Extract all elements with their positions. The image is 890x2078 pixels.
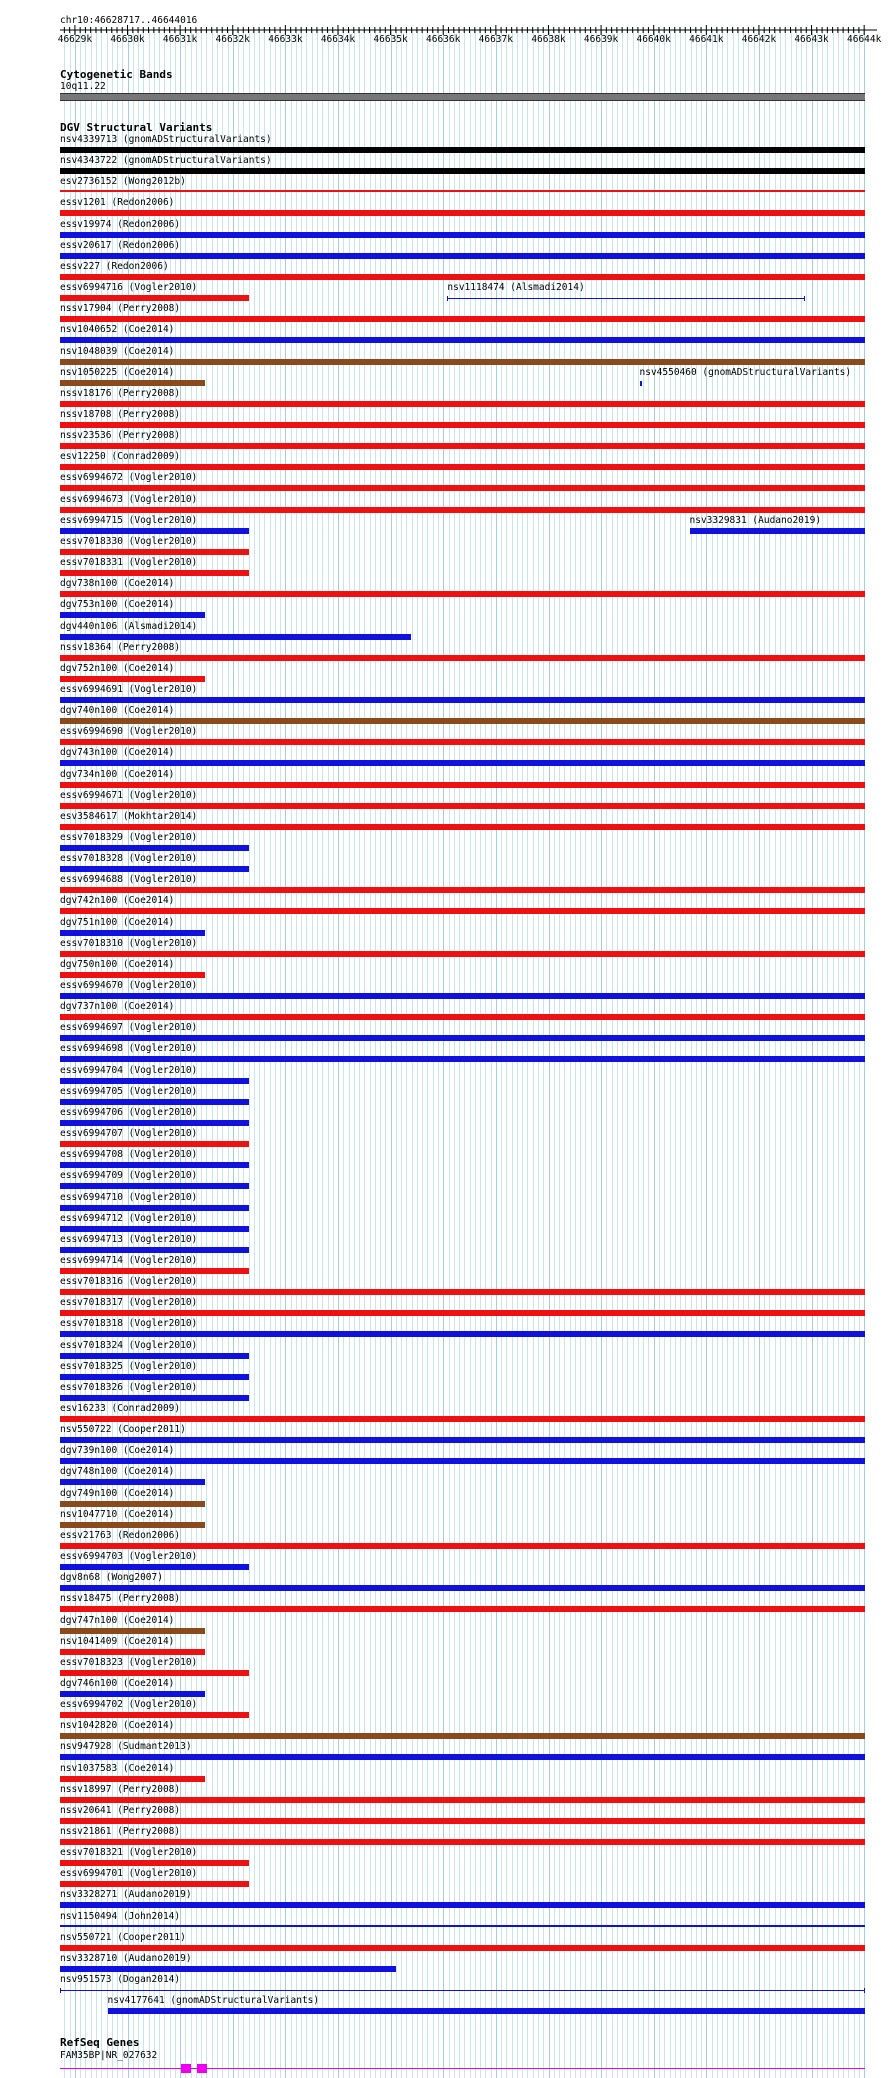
variant-bar[interactable]	[60, 1797, 865, 1803]
variant-label[interactable]: essv7018316 (Vogler2010)	[60, 1276, 198, 1288]
variant-label[interactable]: essv7018317 (Vogler2010)	[60, 1297, 198, 1309]
variant-bar[interactable]	[60, 993, 865, 999]
variant-label[interactable]: nssv18997 (Perry2008)	[60, 1783, 181, 1795]
variant-label[interactable]: nssv23536 (Perry2008)	[60, 430, 181, 442]
variant-bar[interactable]	[60, 887, 865, 893]
variant-bar[interactable]	[60, 1649, 205, 1655]
variant-label[interactable]: essv6994704 (Vogler2010)	[60, 1064, 198, 1076]
variant-bar[interactable]	[60, 1353, 249, 1359]
variant-bar[interactable]	[60, 464, 865, 470]
variant-label[interactable]: nsv1050225 (Coe2014)	[60, 366, 175, 378]
ruler-tick-label: 46638k	[531, 34, 566, 45]
variant-label[interactable]: nsv951573 (Dogan2014)	[60, 1974, 181, 1985]
ruler-tick-label: 46641k	[689, 34, 724, 45]
variant-label[interactable]: essv227 (Redon2006)	[60, 260, 169, 272]
variant-bar[interactable]	[60, 274, 865, 280]
variant-label[interactable]: nssv21861 (Perry2008)	[60, 1826, 181, 1837]
variant-bar[interactable]	[60, 422, 865, 428]
variant-label[interactable]: dgv739n100 (Coe2014)	[60, 1445, 175, 1457]
ruler-tick-label: 46642k	[741, 34, 777, 45]
variant-bar[interactable]	[60, 1458, 865, 1464]
variant-label[interactable]: nsv4550460 (gnomADStructuralVariants)	[639, 366, 852, 378]
variant-label[interactable]: esv2736152 (Wong2012b)	[60, 176, 186, 188]
variant-bar[interactable]	[60, 210, 865, 216]
variant-label[interactable]: essv6994714 (Vogler2010)	[60, 1254, 198, 1266]
variant-bar[interactable]	[60, 718, 865, 724]
ruler-tick-label: 46634k	[320, 34, 356, 45]
ruler-tick-label: 46640k	[636, 34, 671, 45]
variant-label[interactable]: essv6994690 (Vogler2010)	[60, 726, 198, 738]
variant-bar[interactable]	[60, 380, 205, 386]
variant-label[interactable]: nsv4177641 (gnomADStructuralVariants)	[107, 1995, 320, 2007]
variant-label[interactable]: essv6994716 (Vogler2010)	[60, 282, 198, 293]
ruler-tick-label: 46636k	[426, 34, 461, 45]
variant-label[interactable]: nssv17904 (Perry2008)	[60, 303, 181, 315]
variant-label[interactable]: dgv738n100 (Coe2014)	[60, 578, 175, 590]
variant-bar[interactable]	[60, 866, 249, 872]
variant-bar[interactable]	[60, 1099, 249, 1105]
variant-label[interactable]: nssv20641 (Perry2008)	[60, 1804, 181, 1816]
variant-label[interactable]: essv20617 (Redon2006)	[60, 239, 181, 251]
variant-label[interactable]: dgv734n100 (Coe2014)	[60, 768, 175, 780]
variant-bar[interactable]	[60, 1120, 249, 1126]
variant-label[interactable]: essv6994708 (Vogler2010)	[60, 1149, 198, 1161]
ruler-tick-label: 46643k	[794, 34, 829, 45]
variant-bar[interactable]	[60, 1754, 865, 1760]
coords-label: chr10:46628717..46644016	[60, 15, 198, 26]
variant-bar[interactable]	[60, 1585, 865, 1591]
variant-label[interactable]: essv7018318 (Vogler2010)	[60, 1318, 198, 1330]
variant-bar[interactable]	[60, 1839, 865, 1845]
variant-label[interactable]: essv7018323 (Vogler2010)	[60, 1656, 198, 1668]
variant-label[interactable]: dgv740n100 (Coe2014)	[60, 705, 175, 716]
variant-label[interactable]: nsv3328710 (Audano2019)	[60, 1952, 192, 1964]
variant-label[interactable]: essv7018328 (Vogler2010)	[60, 853, 198, 865]
variant-bar[interactable]	[60, 824, 865, 830]
variant-bar[interactable]	[60, 147, 865, 153]
variant-bar[interactable]	[60, 908, 865, 914]
variant-label[interactable]: dgv743n100 (Coe2014)	[60, 747, 175, 759]
variant-label[interactable]: nsv3328271 (Audano2019)	[60, 1889, 192, 1901]
variant-label[interactable]: essv6994698 (Vogler2010)	[60, 1043, 198, 1055]
variant-bar[interactable]	[60, 295, 249, 301]
cytoband-track-title: Cytogenetic Bands	[60, 68, 173, 81]
ruler-tick-label: 46644k	[847, 34, 882, 45]
variant-label[interactable]: nssv18364 (Perry2008)	[60, 641, 181, 653]
variant-label[interactable]: esv3584617 (Mokhtar2014)	[60, 810, 198, 822]
variant-label[interactable]: nssv18176 (Perry2008)	[60, 387, 181, 399]
dgv-track-title: DGV Structural Variants	[60, 121, 213, 134]
variant-bar[interactable]	[60, 1056, 865, 1062]
variant-bar[interactable]	[60, 1183, 249, 1189]
gene-exon[interactable]	[197, 2064, 207, 2073]
variant-label[interactable]: essv6994707 (Vogler2010)	[60, 1128, 198, 1139]
variant-label[interactable]: essv6994703 (Vogler2010)	[60, 1551, 198, 1562]
variant-bar[interactable]	[60, 507, 865, 513]
variant-label[interactable]: essv6994706 (Vogler2010)	[60, 1106, 198, 1118]
variant-label[interactable]: dgv747n100 (Coe2014)	[60, 1614, 175, 1626]
variant-bar[interactable]	[60, 1522, 205, 1528]
variant-bar[interactable]	[60, 1628, 205, 1634]
variant-label[interactable]: essv19974 (Redon2006)	[60, 218, 181, 230]
variant-label[interactable]: essv6994670 (Vogler2010)	[60, 980, 198, 991]
variant-label[interactable]: dgv440n106 (Alsmadi2014)	[60, 620, 198, 632]
variant-label[interactable]: nsv1048039 (Coe2014)	[60, 345, 175, 357]
ruler-tick-label: 46632k	[215, 34, 250, 45]
variant-bar[interactable]	[60, 1289, 865, 1295]
variant-label[interactable]: essv21763 (Redon2006)	[60, 1529, 181, 1541]
variant-label[interactable]: dgv748n100 (Coe2014)	[60, 1466, 175, 1478]
variant-bar[interactable]	[60, 1733, 865, 1739]
variant-label[interactable]: dgv750n100 (Coe2014)	[60, 958, 175, 970]
variant-bar[interactable]	[60, 1988, 865, 1993]
cytoband-bar[interactable]	[60, 93, 865, 101]
gene-exon[interactable]	[181, 2064, 191, 2073]
refseq-track-title: RefSeq Genes	[60, 2036, 140, 2049]
variant-bar[interactable]	[60, 930, 205, 936]
variant-bar[interactable]	[60, 634, 411, 640]
ruler-tick-label: 46637k	[478, 34, 513, 45]
variant-bar[interactable]	[60, 1479, 205, 1485]
variant-label[interactable]: dgv746n100 (Coe2014)	[60, 1677, 175, 1689]
variant-bar[interactable]	[60, 1331, 865, 1337]
variant-bar[interactable]	[60, 337, 865, 343]
variant-label[interactable]: nsv1118474 (Alsmadi2014)	[447, 282, 585, 293]
variant-bar[interactable]	[60, 316, 865, 322]
variant-bar[interactable]	[60, 1078, 249, 1084]
variant-label[interactable]: essv6994710 (Vogler2010)	[60, 1191, 198, 1203]
variant-label[interactable]: essv6994705 (Vogler2010)	[60, 1085, 198, 1097]
variant-label[interactable]: essv7018325 (Vogler2010)	[60, 1360, 198, 1372]
variant-bar[interactable]	[60, 1881, 249, 1887]
variant-bar[interactable]	[60, 1226, 249, 1232]
ruler-tick-label: 46633k	[268, 34, 303, 45]
variant-label[interactable]: essv6994715 (Vogler2010)	[60, 514, 198, 526]
ruler-tick-label: 46639k	[583, 34, 619, 45]
variant-bar[interactable]	[60, 1501, 205, 1507]
variant-label[interactable]: esv12250 (Conrad2009)	[60, 451, 181, 463]
variant-bar[interactable]	[108, 2008, 866, 2014]
variant-bar[interactable]	[60, 1310, 865, 1316]
variant-bar[interactable]	[60, 1162, 249, 1168]
variant-bar[interactable]	[60, 803, 865, 809]
ruler-tick-label: 46631k	[162, 34, 198, 45]
variant-bar[interactable]	[60, 760, 865, 766]
variant-bar[interactable]	[60, 1564, 249, 1570]
variant-bar[interactable]	[60, 1712, 249, 1718]
variant-bar[interactable]	[60, 1606, 865, 1612]
variant-label[interactable]: essv6994672 (Vogler2010)	[60, 472, 198, 484]
ruler-tick-label: 46630k	[110, 34, 145, 45]
variant-label[interactable]: essv7018321 (Vogler2010)	[60, 1847, 198, 1859]
variant-bar[interactable]	[60, 1416, 865, 1422]
variant-bar[interactable]	[60, 782, 865, 788]
variant-label[interactable]: dgv749n100 (Coe2014)	[60, 1487, 175, 1499]
variant-bar[interactable]	[60, 528, 249, 534]
variant-bar[interactable]	[60, 1014, 865, 1020]
variant-bar[interactable]	[60, 1141, 249, 1147]
variant-bar[interactable]	[60, 549, 249, 555]
variant-bar[interactable]	[60, 1035, 865, 1041]
variant-bar[interactable]	[60, 1818, 865, 1824]
variant-bar[interactable]	[60, 1437, 865, 1443]
variant-bar[interactable]	[60, 401, 865, 407]
variant-bar[interactable]	[60, 951, 865, 957]
variant-label[interactable]: essv7018326 (Vogler2010)	[60, 1381, 198, 1393]
variant-label[interactable]: essv7018310 (Vogler2010)	[60, 937, 198, 949]
variant-label[interactable]: essv7018331 (Vogler2010)	[60, 557, 198, 568]
variant-bar[interactable]	[60, 570, 249, 576]
variant-label[interactable]: dgv752n100 (Coe2014)	[60, 662, 175, 674]
variant-label[interactable]: dgv753n100 (Coe2014)	[60, 599, 175, 611]
variant-label[interactable]: nsv947928 (Sudmant2013)	[60, 1741, 192, 1753]
variant-label[interactable]: nssv18708 (Perry2008)	[60, 408, 181, 420]
variant-bar[interactable]	[690, 528, 866, 534]
variant-bar[interactable]	[447, 296, 805, 301]
variant-bar[interactable]	[60, 1247, 249, 1253]
variant-label[interactable]: essv1201 (Redon2006)	[60, 197, 175, 209]
variant-bar[interactable]	[60, 845, 249, 851]
variant-label[interactable]: essv7018324 (Vogler2010)	[60, 1339, 198, 1351]
variant-bar[interactable]	[60, 1395, 249, 1401]
variant-bar[interactable]	[60, 168, 865, 174]
variant-bar[interactable]	[60, 253, 865, 259]
variant-label[interactable]: essv7018329 (Vogler2010)	[60, 831, 198, 843]
variant-bar[interactable]	[60, 359, 865, 365]
variant-bar[interactable]	[60, 697, 865, 703]
variant-bar[interactable]	[60, 739, 865, 745]
variant-bar[interactable]	[60, 676, 205, 682]
refseq-gene-label[interactable]: FAM35BP|NR_027632	[60, 2050, 158, 2061]
variant-label[interactable]: dgv737n100 (Coe2014)	[60, 1001, 175, 1013]
variant-bar[interactable]	[60, 1925, 865, 1927]
variant-label[interactable]: dgv8n68 (Wong2007)	[60, 1572, 163, 1584]
cytoband-label: 10q11.22	[60, 81, 106, 92]
variant-bar[interactable]	[60, 485, 865, 491]
variant-label[interactable]: essv6994713 (Vogler2010)	[60, 1233, 198, 1245]
variant-bar[interactable]	[60, 1543, 865, 1549]
variant-label[interactable]: essv6994701 (Vogler2010)	[60, 1868, 198, 1880]
variant-bar[interactable]	[60, 1902, 865, 1908]
variant-bar[interactable]	[60, 1860, 249, 1866]
variant-label[interactable]: nsv1150494 (John2014)	[60, 1910, 181, 1922]
variant-bar[interactable]	[60, 1205, 249, 1211]
variant-label[interactable]: essv7018330 (Vogler2010)	[60, 535, 198, 547]
variant-label[interactable]: dgv742n100 (Coe2014)	[60, 895, 175, 907]
variant-bar[interactable]	[60, 655, 865, 661]
variant-bar[interactable]	[60, 1691, 205, 1697]
variant-label[interactable]: nsv550721 (Cooper2011)	[60, 1931, 186, 1943]
variant-bar[interactable]	[60, 1966, 396, 1972]
variant-label[interactable]: essv6994691 (Vogler2010)	[60, 683, 198, 695]
variant-bar[interactable]	[640, 381, 643, 386]
variant-bar[interactable]	[60, 1776, 205, 1782]
variant-bar[interactable]	[60, 1374, 249, 1380]
variant-bar[interactable]	[60, 1670, 249, 1676]
variant-label[interactable]: essv6994702 (Vogler2010)	[60, 1699, 198, 1711]
variant-label[interactable]: nsv1047710 (Coe2014)	[60, 1508, 175, 1520]
variant-bar[interactable]	[60, 972, 205, 978]
variant-label[interactable]: essv6994671 (Vogler2010)	[60, 789, 198, 801]
variant-label[interactable]: esv16233 (Conrad2009)	[60, 1403, 181, 1414]
variant-label[interactable]: nssv18475 (Perry2008)	[60, 1593, 181, 1605]
variant-label[interactable]: nsv1040652 (Coe2014)	[60, 324, 175, 336]
variant-label[interactable]: essv6994673 (Vogler2010)	[60, 493, 198, 505]
ruler-tick-label: 46629k	[57, 34, 93, 45]
variant-label[interactable]: nsv3329831 (Audano2019)	[689, 514, 822, 526]
variant-bar[interactable]	[60, 190, 865, 192]
variant-label[interactable]: nsv4339713 (gnomADStructuralVariants)	[60, 134, 272, 145]
variant-label[interactable]: nsv4343722 (gnomADStructuralVariants)	[60, 155, 272, 167]
variant-label[interactable]: nsv1037583 (Coe2014)	[60, 1762, 175, 1774]
variant-label[interactable]: dgv751n100 (Coe2014)	[60, 916, 175, 928]
variant-bar[interactable]	[60, 591, 865, 597]
variant-label[interactable]: essv6994688 (Vogler2010)	[60, 874, 198, 886]
variant-bar[interactable]	[60, 1945, 865, 1951]
variant-label[interactable]: essv6994697 (Vogler2010)	[60, 1022, 198, 1034]
variant-label[interactable]: nsv1041409 (Coe2014)	[60, 1635, 175, 1647]
variant-label[interactable]: essv6994709 (Vogler2010)	[60, 1170, 198, 1182]
variant-bar[interactable]	[60, 1268, 249, 1274]
ruler-tick-label: 46635k	[373, 34, 408, 45]
variant-bar[interactable]	[60, 443, 865, 449]
variant-label[interactable]: nsv550722 (Cooper2011)	[60, 1424, 186, 1436]
variant-label[interactable]: nsv1042820 (Coe2014)	[60, 1720, 175, 1732]
variant-bar[interactable]	[60, 232, 865, 238]
variant-label[interactable]: essv6994712 (Vogler2010)	[60, 1212, 198, 1224]
variant-bar[interactable]	[60, 612, 205, 618]
